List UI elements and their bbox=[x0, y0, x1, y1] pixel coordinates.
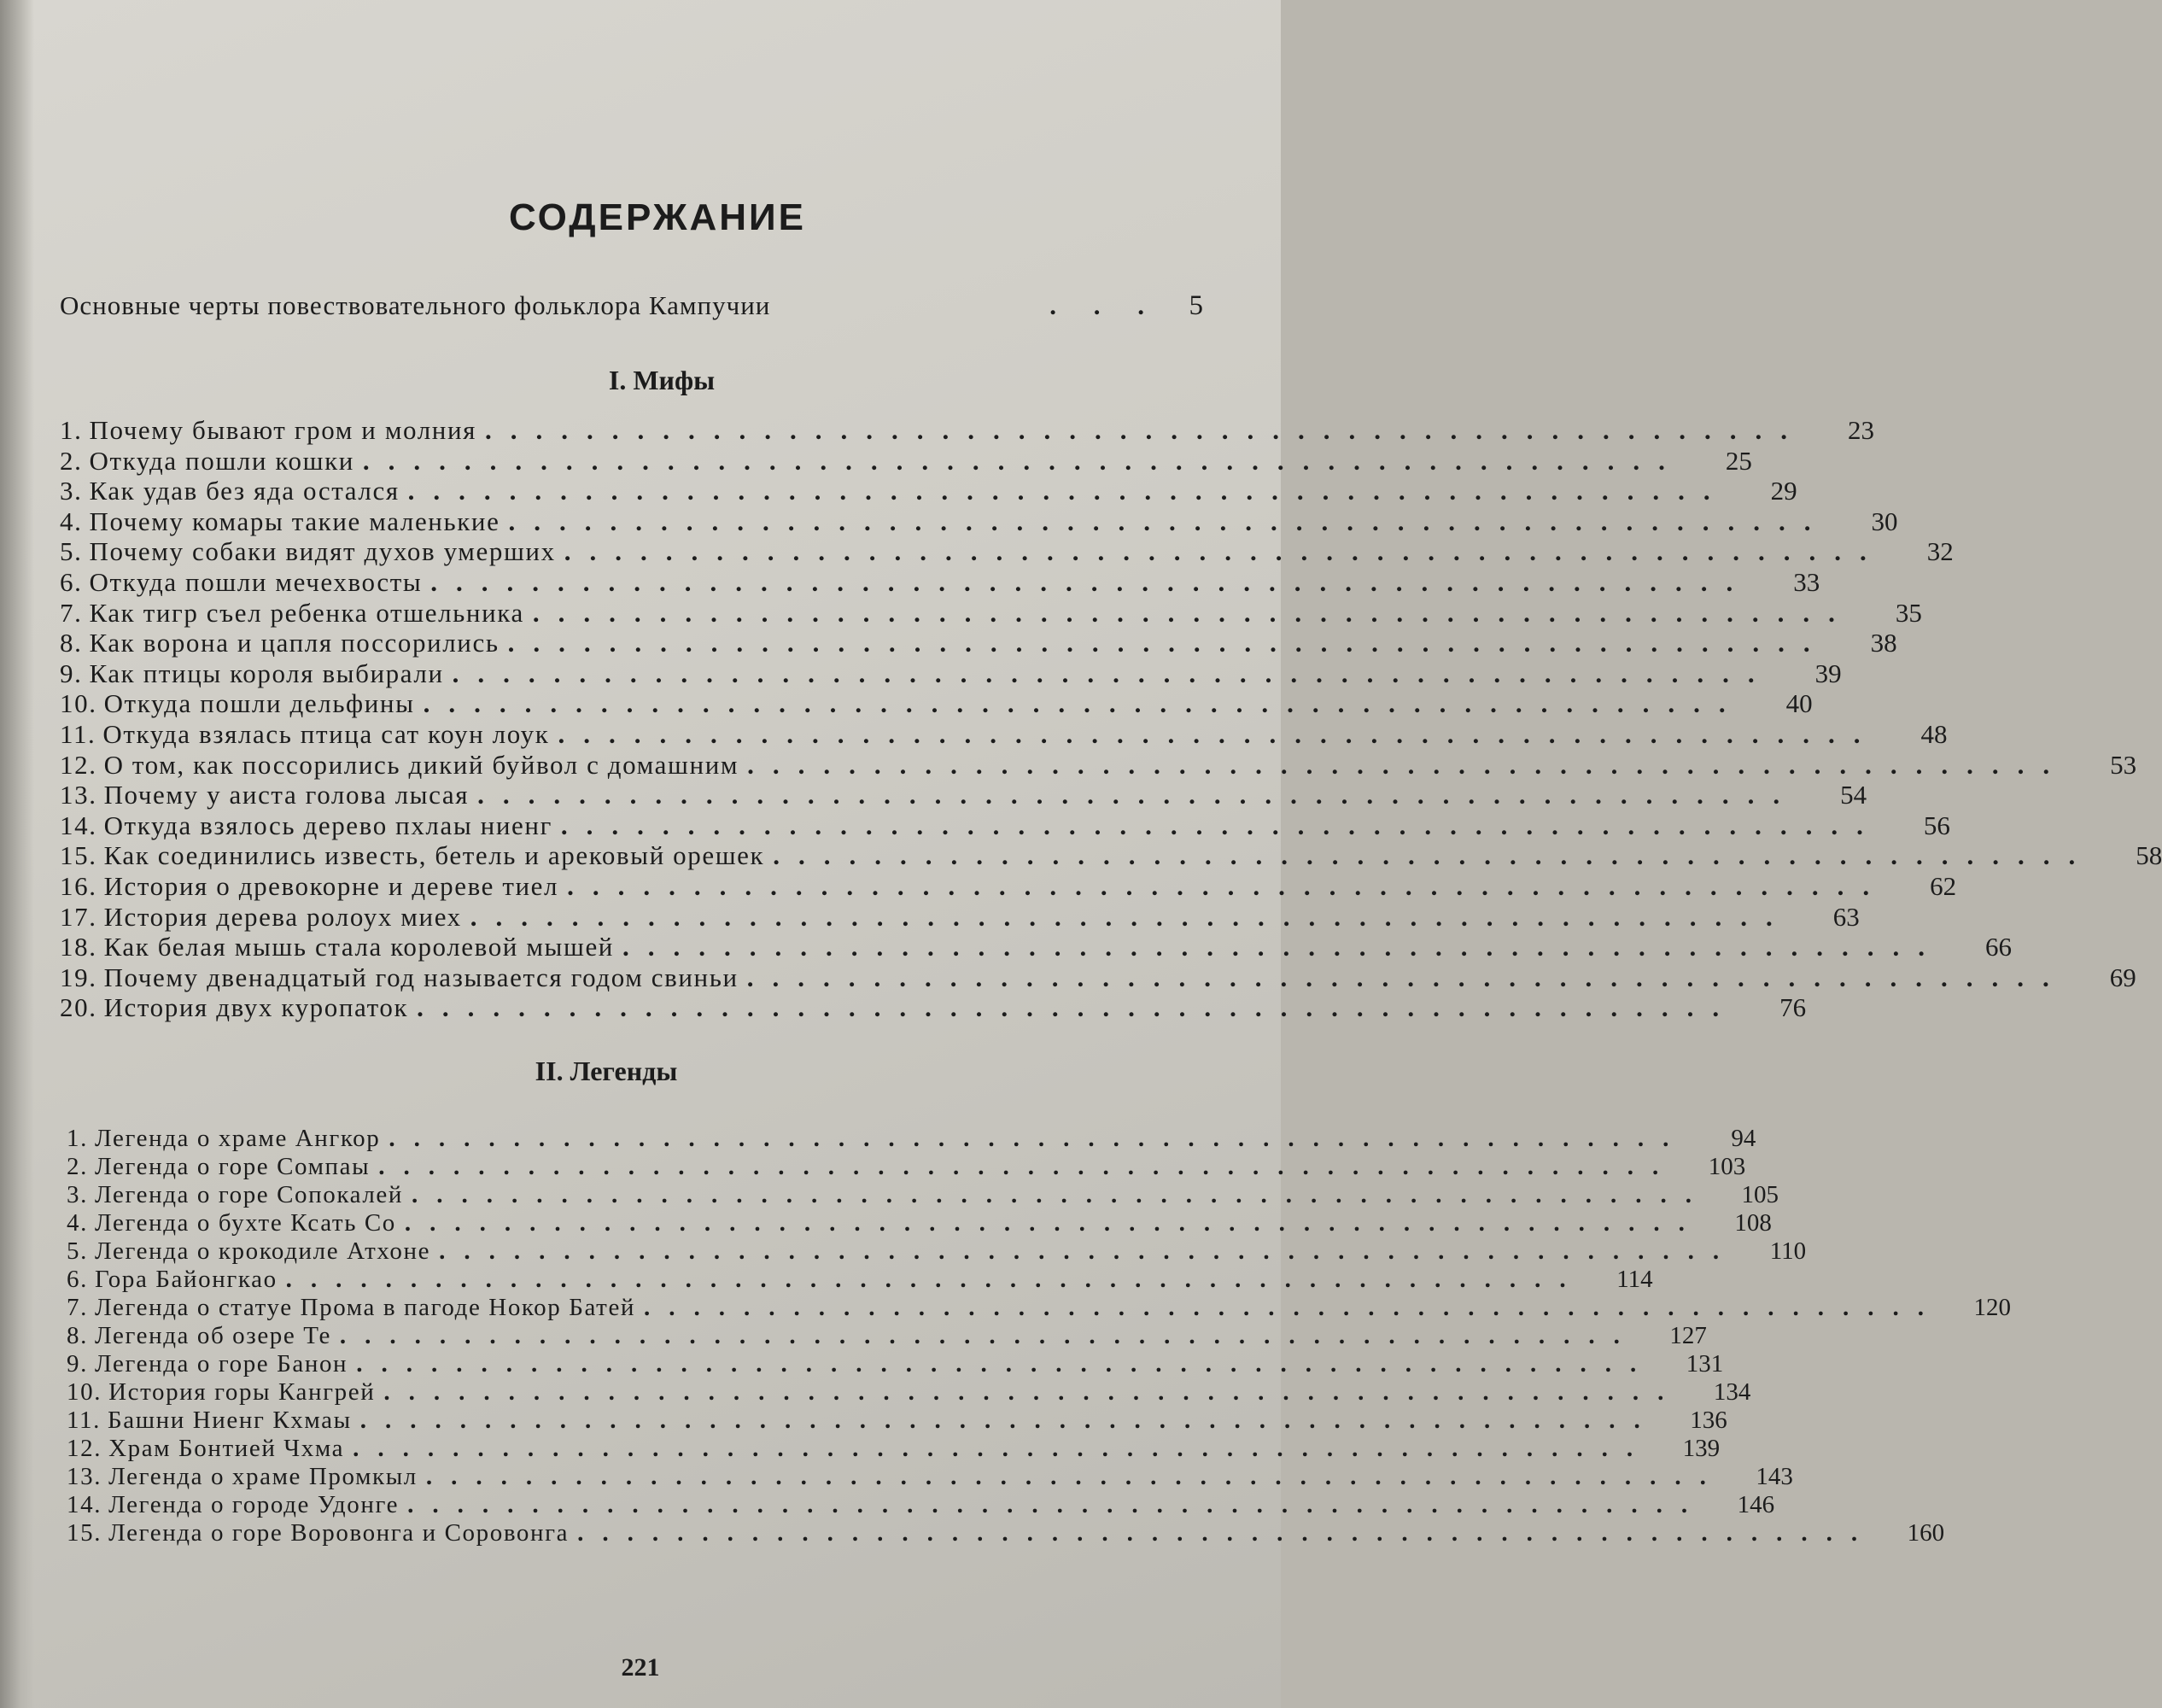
toc-entry-number: 9. bbox=[60, 658, 83, 688]
toc-entry-number: 10. bbox=[60, 688, 97, 719]
toc-entry-title: Почему двенадцатый год называется годом свиньи bbox=[103, 962, 739, 992]
toc-entry-title: Легенда об озере Те bbox=[94, 1321, 331, 1349]
toc-entry-number: 1. bbox=[67, 1124, 88, 1152]
toc-entry-number: 14. bbox=[67, 1490, 102, 1518]
toc-entry-number: 12. bbox=[60, 749, 97, 780]
toc-entry-number: 18. bbox=[60, 932, 97, 962]
table-of-contents bbox=[60, 196, 2162, 1547]
toc-entry-title: Как удав без яда остался bbox=[89, 476, 400, 506]
toc-entry bbox=[60, 840, 2162, 871]
toc-entry-title: Как ворона и цапля поссорились bbox=[89, 628, 500, 658]
toc-entry bbox=[67, 1462, 1793, 1491]
toc-entry-number: 2. bbox=[60, 445, 83, 476]
toc-entry-title: Легенда о статуе Прома в пагоде Нокор Батей bbox=[94, 1293, 636, 1321]
toc-entry-title: Откуда взялось дерево пхлаы ниенг bbox=[103, 810, 552, 840]
toc-entry-number: 13. bbox=[60, 780, 97, 810]
toc-entry bbox=[60, 415, 1875, 446]
toc-entry-number: 8. bbox=[67, 1321, 88, 1349]
toc-entry-number: 1. bbox=[60, 415, 83, 445]
toc-entry-title: История дерева ролоух миех bbox=[103, 901, 462, 932]
toc-entry-title: Башни Ниенг Кхмаы bbox=[107, 1406, 352, 1434]
toc-entry-leader: .................................................... bbox=[532, 597, 1854, 628]
toc-entry-title: Легенда о горе Сопокалей bbox=[94, 1180, 404, 1208]
toc-entry-page: 53 bbox=[2110, 749, 2137, 780]
toc-entry bbox=[67, 1180, 1779, 1209]
toc-entry bbox=[60, 749, 2137, 781]
toc-entry-leader: .................................................... bbox=[423, 688, 1744, 719]
toc-entry-page: 39 bbox=[1814, 658, 1842, 688]
toc-entry-number: 2. bbox=[67, 1152, 88, 1180]
toc-entry-page: 143 bbox=[1756, 1462, 1793, 1490]
toc-entry-title: Как птицы короля выбирали bbox=[89, 658, 444, 688]
toc-entry bbox=[60, 658, 1842, 689]
toc-entry-number: 5. bbox=[60, 536, 83, 567]
toc-intro-label: Основные черты повествовательного фольклора Кампучии bbox=[60, 290, 771, 320]
toc-entry-page: 35 bbox=[1895, 597, 1922, 628]
toc-entry-number: 7. bbox=[67, 1293, 88, 1321]
toc-entry-page: 160 bbox=[1907, 1518, 1945, 1547]
toc-entry-page: 66 bbox=[1985, 932, 2012, 962]
toc-entry-title: О том, как поссорились дикий буйвол с домашним bbox=[103, 749, 739, 780]
toc-entry bbox=[67, 1490, 1775, 1519]
toc-entry bbox=[60, 718, 1948, 750]
toc-entry-leader: .................................................... bbox=[389, 1124, 1688, 1152]
toc-entry-leader: .................................................... bbox=[425, 1462, 1725, 1490]
toc-entry-page: 38 bbox=[1870, 628, 1897, 658]
toc-entry-leader: .................................................... bbox=[439, 1237, 1738, 1265]
toc-entry-leader: .................................................... bbox=[773, 840, 2095, 871]
toc-entry-leader: .................................................... bbox=[378, 1152, 1678, 1180]
toc-entry bbox=[60, 780, 1867, 810]
toc-entry-leader: .................................................... bbox=[622, 932, 1943, 962]
toc-entry bbox=[67, 1265, 1653, 1294]
toc-entry-page: 33 bbox=[1793, 566, 1820, 597]
toc-entry-leader: .................................................... bbox=[359, 1406, 1659, 1434]
toc-entry-title: Как соединились известь, бетель и арековый орешек bbox=[103, 840, 765, 871]
toc-entry-number: 8. bbox=[60, 628, 83, 658]
toc-entry-number: 5. bbox=[67, 1237, 88, 1265]
toc-entry-leader: .................................................... bbox=[417, 992, 1738, 1023]
toc-entry-leader: .................................................... bbox=[470, 901, 1791, 932]
toc-entry bbox=[60, 992, 1807, 1023]
toc-entry-leader: .................................................... bbox=[339, 1321, 1639, 1349]
toc-entry-page: 110 bbox=[1769, 1237, 1807, 1265]
toc-entry-page: 48 bbox=[1920, 718, 1948, 749]
toc-entry bbox=[60, 597, 1922, 629]
section-heading-legends: II. Легенды bbox=[535, 1055, 678, 1086]
toc-entry-page: 146 bbox=[1737, 1490, 1775, 1518]
toc-entry-page: 69 bbox=[2109, 962, 2136, 992]
toc-entry-leader: .................................................... bbox=[746, 962, 2068, 992]
toc-entry-number: 4. bbox=[67, 1208, 88, 1237]
toc-entry-leader: .................................................... bbox=[285, 1265, 1585, 1293]
toc-entry-page: 131 bbox=[1686, 1349, 1724, 1378]
toc-entry bbox=[60, 476, 1797, 506]
toc-entry bbox=[60, 962, 2136, 993]
toc-entry bbox=[67, 1518, 1945, 1547]
toc-intro-page: 5 bbox=[1189, 290, 1204, 321]
toc-entry-leader: .................................................... bbox=[508, 506, 1830, 536]
toc-entry-leader: .................................................... bbox=[558, 718, 1879, 749]
toc-entry-leader: .................................................... bbox=[747, 749, 2069, 780]
toc-entry bbox=[60, 810, 1950, 841]
toc-entry-leader: .................................................... bbox=[564, 536, 1885, 567]
toc-entry-title: Храм Бонтией Чхма bbox=[108, 1434, 345, 1462]
toc-entry-title: Легенда о городе Удонге bbox=[108, 1490, 400, 1518]
toc-entry bbox=[60, 901, 1860, 933]
toc-entry-number: 15. bbox=[67, 1518, 102, 1547]
toc-list-myths bbox=[60, 415, 2162, 1023]
toc-entry-title: Откуда пошли дельфины bbox=[103, 688, 415, 719]
toc-entry-leader: .................................................... bbox=[356, 1349, 1656, 1378]
toc-entry-page: 114 bbox=[1616, 1265, 1653, 1293]
toc-intro-entry bbox=[60, 290, 1204, 322]
toc-entry-number: 17. bbox=[60, 901, 97, 932]
toc-entry-title: Гора Байонгкао bbox=[94, 1265, 278, 1293]
toc-entry-page: 62 bbox=[1930, 870, 1957, 901]
toc-entry-title: Откуда пошли мечехвосты bbox=[89, 566, 423, 597]
toc-entry-page: 29 bbox=[1770, 476, 1797, 506]
toc-entry-leader: .................................................... bbox=[407, 476, 1729, 506]
toc-entry-page: 139 bbox=[1682, 1434, 1721, 1462]
toc-entry-title: Легенда о бухте Ксать Со bbox=[94, 1208, 396, 1237]
toc-entry-page: 120 bbox=[1973, 1293, 2012, 1321]
toc-entry-page: 105 bbox=[1741, 1180, 1779, 1208]
toc-entry-leader: .................................................... bbox=[412, 1180, 1711, 1208]
toc-entry-title: История о древокорне и дереве тиел bbox=[103, 870, 559, 901]
toc-entry bbox=[67, 1152, 1746, 1181]
toc-entry-number: 3. bbox=[60, 476, 83, 506]
toc-entry-page: 63 bbox=[1832, 901, 1860, 932]
toc-entry-page: 58 bbox=[2136, 840, 2162, 871]
toc-entry-leader: .................................................... bbox=[477, 780, 1799, 810]
toc-entry-page: 94 bbox=[1731, 1124, 1756, 1152]
toc-entry-page: 40 bbox=[1785, 688, 1813, 719]
toc-entry-number: 20. bbox=[60, 992, 97, 1023]
toc-entry-title: Почему бывают гром и молния bbox=[89, 415, 477, 445]
toc-entry-number: 16. bbox=[60, 870, 97, 901]
toc-entry bbox=[67, 1378, 1751, 1407]
toc-entry-page: 32 bbox=[1926, 536, 1954, 567]
toc-entry-title: Легенда о горе Банон bbox=[94, 1349, 348, 1378]
toc-entry-title: История горы Кангрей bbox=[108, 1378, 376, 1406]
toc-entry bbox=[67, 1349, 1724, 1378]
toc-entry-leader: .................................................... bbox=[644, 1293, 1943, 1321]
page-number-footer: 221 bbox=[621, 1653, 660, 1682]
toc-entry-number: 9. bbox=[67, 1349, 88, 1378]
toc-entry-number: 6. bbox=[67, 1265, 88, 1293]
toc-entry-number: 19. bbox=[60, 962, 97, 992]
toc-entry-leader: .................................................... bbox=[353, 1434, 1652, 1462]
toc-entry-page: 136 bbox=[1690, 1406, 1727, 1434]
toc-entry-page: 25 bbox=[1725, 445, 1752, 476]
toc-entry-page: 108 bbox=[1734, 1208, 1772, 1237]
toc-entry-page: 56 bbox=[1923, 810, 1950, 840]
toc-entry-number: 11. bbox=[60, 718, 96, 749]
toc-entry bbox=[67, 1321, 1707, 1350]
toc-entry bbox=[67, 1293, 2012, 1322]
toc-entry bbox=[60, 566, 1820, 598]
toc-entry-leader: .................................................... bbox=[404, 1208, 1703, 1237]
toc-entry-number: 14. bbox=[60, 810, 97, 840]
toc-entry-page: 23 bbox=[1848, 415, 1875, 445]
toc-entry-number: 6. bbox=[60, 566, 83, 597]
toc-entry-number: 15. bbox=[60, 840, 97, 871]
toc-entry bbox=[67, 1406, 1727, 1435]
book-spine-shadow bbox=[0, 0, 34, 1708]
toc-entry bbox=[60, 536, 1954, 567]
toc-entry bbox=[67, 1237, 1807, 1266]
toc-entry bbox=[60, 688, 1813, 719]
toc-entry-leader: .................................................... bbox=[362, 445, 1684, 476]
toc-entry-title: Легенда о храме Промкыл bbox=[108, 1462, 418, 1490]
toc-entry-leader: .................................................... bbox=[560, 810, 1882, 840]
toc-entry-number: 7. bbox=[60, 597, 83, 628]
toc-entry-page: 134 bbox=[1713, 1378, 1751, 1406]
toc-entry-page: 54 bbox=[1840, 780, 1867, 810]
toc-entry-number: 3. bbox=[67, 1180, 88, 1208]
toc-entry-leader: .................................................... bbox=[430, 566, 1752, 597]
toc-entry-number: 4. bbox=[60, 506, 83, 536]
toc-list-legends bbox=[67, 1124, 2012, 1547]
toc-entry bbox=[60, 445, 1752, 477]
toc-entry bbox=[60, 870, 1957, 902]
toc-entry-title: Почему комары такие маленькие bbox=[89, 506, 500, 536]
toc-entry bbox=[67, 1434, 1721, 1463]
toc-entry-number: 12. bbox=[67, 1434, 102, 1462]
toc-entry-title: Легенда о горе Воровонга и Соровонга bbox=[108, 1518, 570, 1547]
toc-entry-title: Как белая мышь стала королевой мышей bbox=[103, 932, 614, 962]
toc-entry-number: 11. bbox=[67, 1406, 101, 1434]
toc-entry bbox=[60, 628, 1897, 658]
toc-entry-title: Почему собаки видят духов умерших bbox=[89, 536, 556, 567]
toc-entry-leader: .................................................... bbox=[407, 1490, 1707, 1518]
section-heading-myths: I. Мифы bbox=[608, 365, 716, 395]
toc-entry bbox=[67, 1124, 1756, 1153]
toc-entry-title: Легенда о горе Сомпаы bbox=[94, 1152, 371, 1180]
toc-entry-title: История двух куропаток bbox=[103, 992, 409, 1023]
toc-entry-page: 30 bbox=[1871, 506, 1898, 536]
toc-entry-number: 13. bbox=[67, 1462, 102, 1490]
toc-entry-page: 103 bbox=[1708, 1152, 1746, 1180]
toc-entry bbox=[60, 932, 2012, 962]
toc-entry-leader: .................................................... bbox=[507, 628, 1829, 658]
toc-entry-title: Откуда пошли кошки bbox=[89, 445, 354, 476]
toc-entry-title: Откуда взялась птица сат коун лоук bbox=[102, 718, 550, 749]
toc-intro-leader: . . . bbox=[1049, 290, 1160, 320]
toc-entry-number: 10. bbox=[67, 1378, 102, 1406]
toc-entry-leader: .................................................... bbox=[452, 658, 1773, 688]
page-title: СОДЕРЖАНИЕ bbox=[508, 196, 807, 238]
toc-entry-leader: .................................................... bbox=[383, 1378, 1683, 1406]
toc-entry-leader: .................................................... bbox=[485, 415, 1807, 445]
toc-entry-title: Легенда о крокодиле Атхоне bbox=[94, 1237, 431, 1265]
toc-entry bbox=[67, 1208, 1772, 1237]
toc-entry-title: Почему у аиста голова лысая bbox=[103, 780, 470, 810]
toc-entry-title: Как тигр съел ребенка отшельника bbox=[89, 597, 524, 628]
toc-entry-page: 76 bbox=[1779, 992, 1807, 1023]
toc-entry-leader: .................................................... bbox=[567, 870, 1889, 901]
toc-entry bbox=[60, 506, 1898, 537]
toc-entry-page: 127 bbox=[1669, 1321, 1707, 1349]
toc-entry-title: Легенда о храме Ангкор bbox=[94, 1124, 381, 1152]
toc-entry-leader: .................................................... bbox=[577, 1518, 1877, 1547]
